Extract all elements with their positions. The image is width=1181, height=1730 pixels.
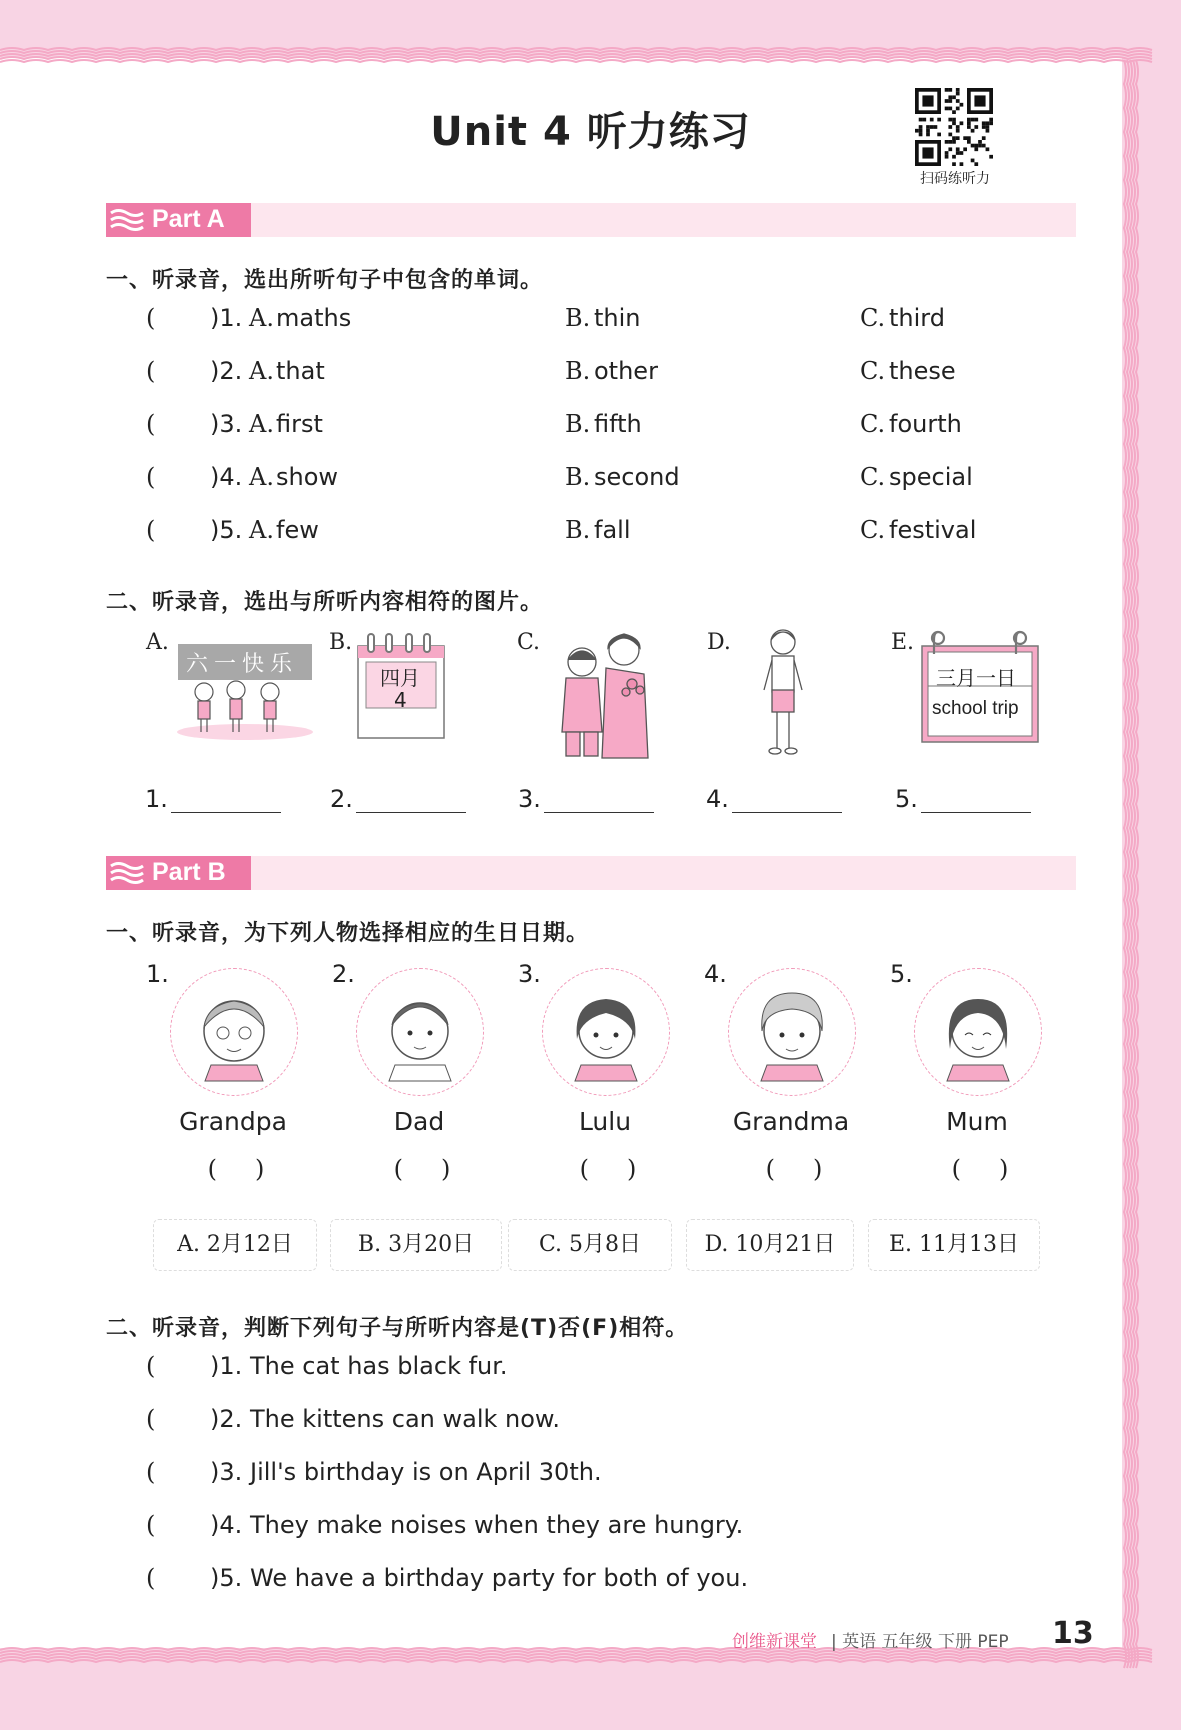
part-b-header bbox=[106, 856, 1076, 890]
answer-paren-open[interactable]: ( bbox=[146, 1564, 156, 1592]
pic-letter-d: D. bbox=[707, 630, 731, 655]
answer-blank[interactable] bbox=[921, 810, 1031, 813]
option-a-word: show bbox=[276, 463, 339, 491]
answer-paren-open[interactable]: ( bbox=[146, 1405, 156, 1433]
person-number: 1. bbox=[146, 960, 169, 988]
statement-text: We have a birthday party for both of you. bbox=[250, 1564, 749, 1592]
option-b-word: thin bbox=[594, 304, 641, 332]
option-c-word: third bbox=[889, 304, 945, 332]
option-b-word: fall bbox=[594, 516, 631, 544]
part-a-label: Part A bbox=[152, 205, 225, 233]
answer-paren[interactable]: () bbox=[393, 1155, 489, 1183]
option-b-letter: B. bbox=[565, 463, 591, 491]
qr-caption: 扫码练听力 bbox=[920, 171, 990, 187]
blank-number: 4. bbox=[706, 785, 729, 813]
answer-paren-open[interactable]: ( bbox=[146, 516, 156, 544]
option-a-word: first bbox=[276, 410, 323, 438]
person-portrait-frame bbox=[542, 968, 670, 1096]
picture-mother-daughter bbox=[548, 628, 660, 760]
option-a-letter: A. bbox=[249, 304, 274, 332]
option-b-letter: B. bbox=[565, 516, 591, 544]
option-a-letter: A. bbox=[249, 410, 274, 438]
option-c-word: festival bbox=[889, 516, 977, 544]
answer-paren-open[interactable]: ( bbox=[146, 304, 156, 332]
part-b-tag bbox=[106, 856, 251, 890]
person-portrait bbox=[357, 969, 483, 1095]
option-b-letter: B. bbox=[565, 410, 591, 438]
blank-number: 5. bbox=[895, 785, 918, 813]
person-name: Grandpa bbox=[179, 1107, 287, 1136]
question-number: )3. bbox=[210, 410, 243, 438]
statement-row bbox=[0, 1405, 1181, 1441]
calendar-month: 四月 bbox=[380, 666, 420, 690]
blank-number: 1. bbox=[145, 785, 168, 813]
date-option: B. 3月20日 bbox=[330, 1219, 502, 1271]
blank-number: 3. bbox=[518, 785, 541, 813]
date-option: D. 10月21日 bbox=[686, 1219, 854, 1271]
date-option: E. 11月13日 bbox=[868, 1219, 1040, 1271]
person-portrait-frame bbox=[170, 968, 298, 1096]
answer-paren-open[interactable]: ( bbox=[146, 1352, 156, 1380]
option-b-word: fifth bbox=[594, 410, 642, 438]
statement-text: The kittens can walk now. bbox=[250, 1405, 560, 1433]
option-c-word: special bbox=[889, 463, 973, 491]
part-b-section2-heading: 二、听录音，判断下列句子与所听内容是(T)否(F)相符。 bbox=[106, 1316, 689, 1341]
wave-lines-icon bbox=[109, 207, 145, 233]
person-portrait bbox=[915, 969, 1041, 1095]
person-number: 3. bbox=[518, 960, 541, 988]
answer-paren-open[interactable]: ( bbox=[146, 1511, 156, 1539]
statement-text: Jill's birthday is on April 30th. bbox=[250, 1458, 602, 1486]
footer-brand: 创维新课堂 bbox=[732, 1632, 817, 1652]
answer-paren-open[interactable]: ( bbox=[146, 463, 156, 491]
option-b-letter: B. bbox=[565, 304, 591, 332]
picture-calendar-school-trip bbox=[920, 628, 1042, 746]
part-a-header bbox=[106, 203, 1076, 237]
question-number: )4. bbox=[210, 463, 243, 491]
picture-boy bbox=[758, 626, 808, 758]
date-option: A. 2月12日 bbox=[153, 1219, 317, 1271]
answer-paren[interactable]: () bbox=[207, 1155, 303, 1183]
pic-letter-b: B. bbox=[329, 630, 353, 655]
option-b-word: other bbox=[594, 357, 658, 385]
statement-number: )2. bbox=[210, 1405, 243, 1433]
statement-number: )1. bbox=[210, 1352, 243, 1380]
pic-letter-c: C. bbox=[517, 630, 541, 655]
question-row bbox=[0, 463, 1181, 499]
part-b-section1-heading: 一、听录音，为下列人物选择相应的生日日期。 bbox=[106, 921, 590, 946]
option-a-letter: A. bbox=[249, 357, 274, 385]
question-row bbox=[0, 516, 1181, 552]
answer-paren-open[interactable]: ( bbox=[146, 357, 156, 385]
question-number: )1. bbox=[210, 304, 243, 332]
part-a-section1-heading: 一、听录音，选出所听句子中包含的单词。 bbox=[106, 268, 544, 293]
answer-blank[interactable] bbox=[732, 810, 842, 813]
option-a-word: maths bbox=[276, 304, 352, 332]
statement-row bbox=[0, 1352, 1181, 1388]
person-portrait bbox=[729, 969, 855, 1095]
option-c-word: these bbox=[889, 357, 956, 385]
person-portrait bbox=[543, 969, 669, 1095]
person-number: 4. bbox=[704, 960, 727, 988]
statement-row bbox=[0, 1458, 1181, 1494]
calendar-date: 三月一日 bbox=[936, 666, 1016, 690]
statement-row bbox=[0, 1564, 1181, 1600]
person-portrait-frame bbox=[914, 968, 1042, 1096]
person-portrait bbox=[171, 969, 297, 1095]
person-name: Lulu bbox=[578, 1107, 632, 1136]
hug-illustration bbox=[548, 628, 660, 760]
question-row bbox=[0, 410, 1181, 446]
statement-text: The cat has black fur. bbox=[250, 1352, 508, 1380]
person-name: Mum bbox=[946, 1107, 1008, 1136]
qr-code[interactable] bbox=[915, 88, 993, 166]
answer-paren[interactable]: () bbox=[765, 1155, 861, 1183]
statement-number: )5. bbox=[210, 1564, 243, 1592]
footer-book-info: | 英语 五年级 下册 PEP bbox=[831, 1632, 1009, 1652]
statement-row bbox=[0, 1511, 1181, 1547]
part-a-section2-heading: 二、听录音，选出与所听内容相符的图片。 bbox=[106, 590, 544, 615]
boy-illustration bbox=[758, 626, 808, 758]
picture-children-day bbox=[174, 640, 316, 742]
option-c-word: fourth bbox=[889, 410, 962, 438]
option-a-letter: A. bbox=[249, 516, 274, 544]
answer-paren-open[interactable]: ( bbox=[146, 410, 156, 438]
answer-paren[interactable]: () bbox=[579, 1155, 675, 1183]
pic-letter-a: A. bbox=[146, 630, 169, 655]
calendar-event: school trip bbox=[932, 698, 1019, 719]
wave-lines-icon bbox=[109, 860, 145, 886]
option-b-word: second bbox=[594, 463, 680, 491]
option-c-letter: C. bbox=[860, 516, 886, 544]
calendar-day: 4 bbox=[394, 688, 407, 712]
person-name: Dad bbox=[393, 1107, 445, 1136]
blank-number: 2. bbox=[330, 785, 353, 813]
answer-paren[interactable]: () bbox=[951, 1155, 1047, 1183]
option-a-letter: A. bbox=[249, 463, 274, 491]
banner-text: 六一快乐 bbox=[186, 652, 299, 677]
statement-text: They make noises when they are hungry. bbox=[250, 1511, 744, 1539]
option-a-word: that bbox=[276, 357, 325, 385]
option-b-letter: B. bbox=[565, 357, 591, 385]
statement-number: )3. bbox=[210, 1458, 243, 1486]
part-a-tag bbox=[106, 203, 251, 237]
picture-calendar-april bbox=[356, 632, 448, 742]
option-c-letter: C. bbox=[860, 463, 886, 491]
answer-blank[interactable] bbox=[356, 810, 466, 813]
answer-paren-open[interactable]: ( bbox=[146, 1458, 156, 1486]
answer-blank[interactable] bbox=[544, 810, 654, 813]
option-c-letter: C. bbox=[860, 304, 886, 332]
question-number: )5. bbox=[210, 516, 243, 544]
part-b-label: Part B bbox=[152, 858, 226, 886]
question-number: )2. bbox=[210, 357, 243, 385]
question-row bbox=[0, 357, 1181, 393]
person-number: 5. bbox=[890, 960, 913, 988]
option-c-letter: C. bbox=[860, 357, 886, 385]
date-option: C. 5月8日 bbox=[508, 1219, 672, 1271]
person-name: Grandma bbox=[732, 1107, 850, 1136]
answer-blank[interactable] bbox=[171, 810, 281, 813]
pic-letter-e: E. bbox=[891, 630, 915, 655]
option-a-word: few bbox=[276, 516, 319, 544]
question-row bbox=[0, 304, 1181, 340]
page-number: 13 bbox=[1052, 1616, 1094, 1651]
person-number: 2. bbox=[332, 960, 355, 988]
statement-number: )4. bbox=[210, 1511, 243, 1539]
person-portrait-frame bbox=[728, 968, 856, 1096]
person-portrait-frame bbox=[356, 968, 484, 1096]
page-title: Unit 4 听力练习 bbox=[430, 109, 751, 155]
option-c-letter: C. bbox=[860, 410, 886, 438]
